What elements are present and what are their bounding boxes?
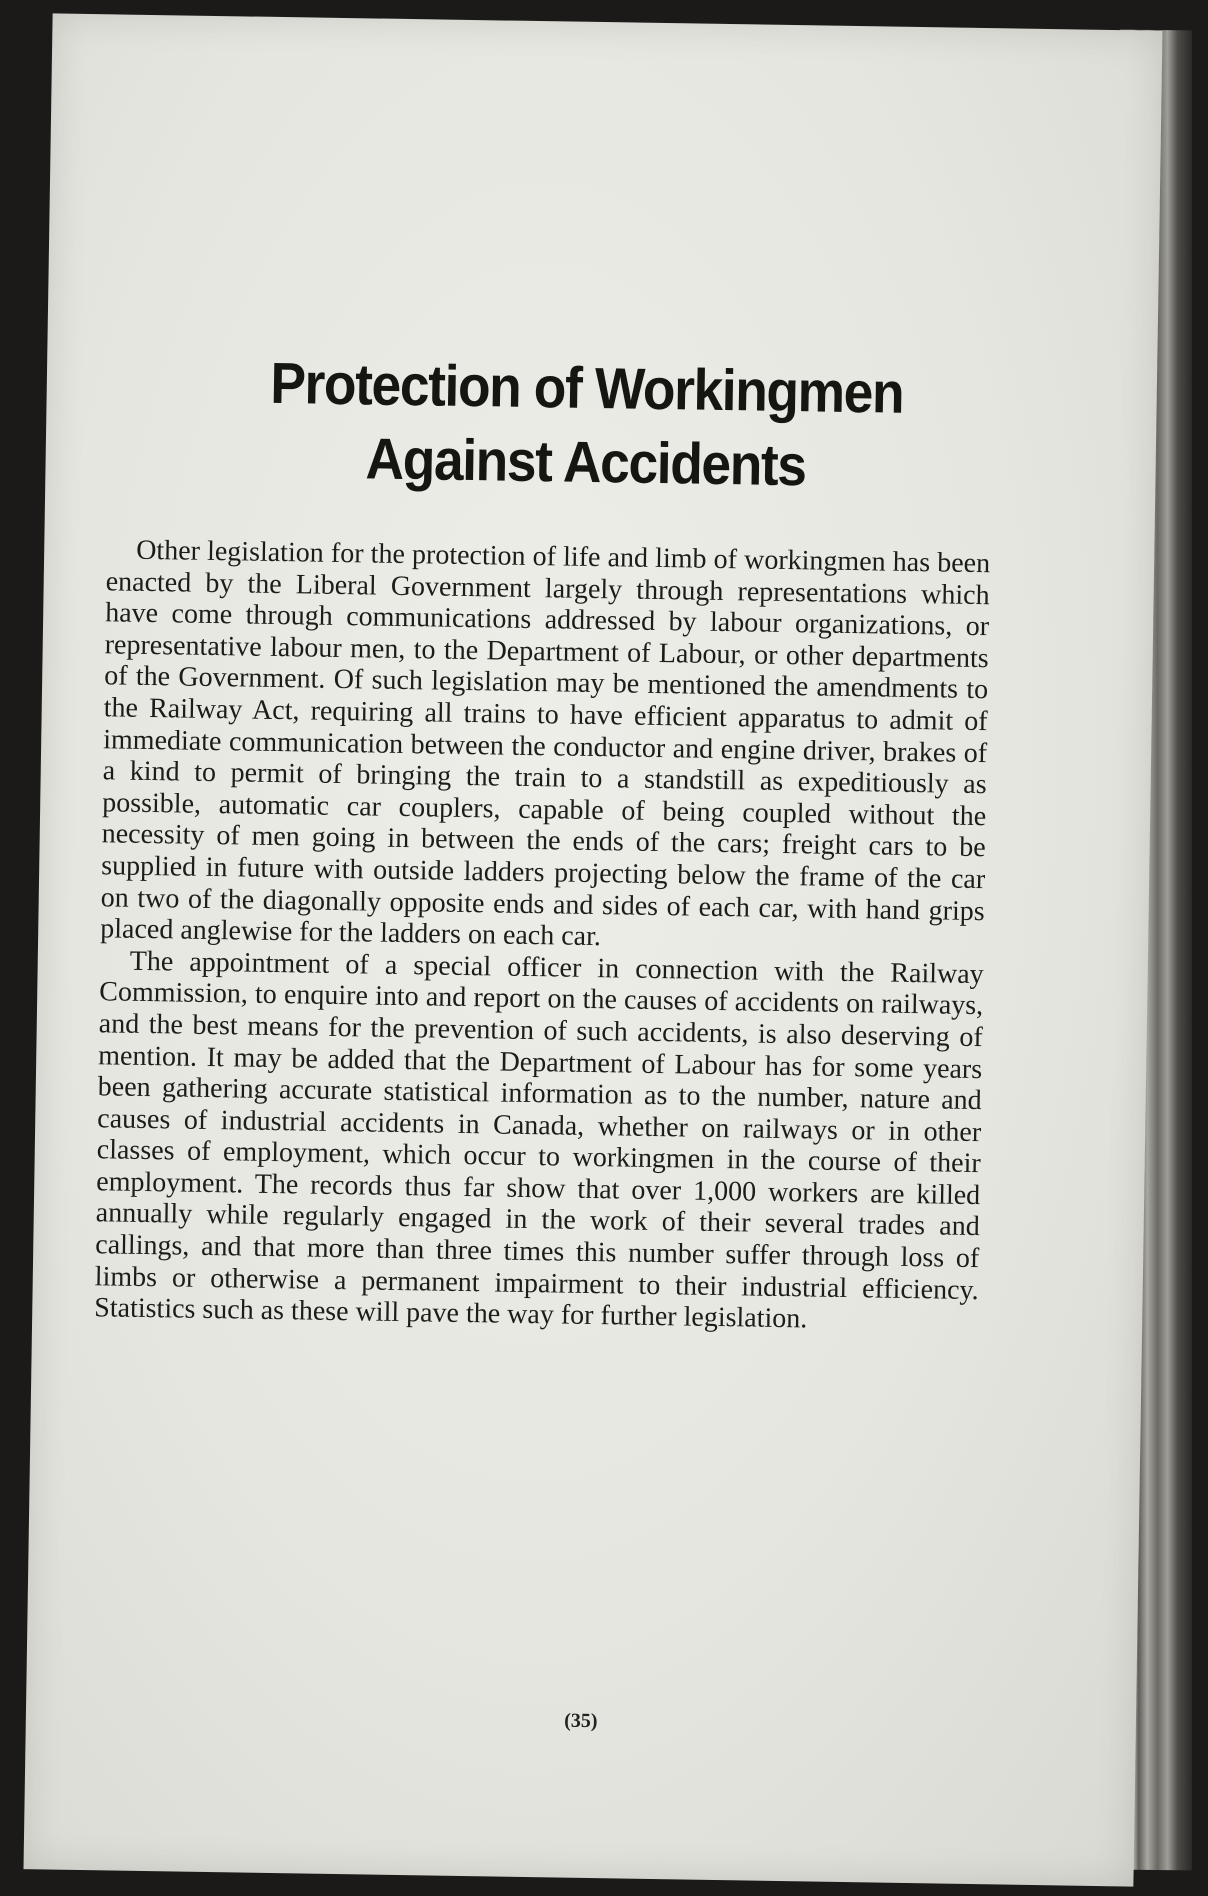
page-title: Protection of Workingmen Against Accidents [269,350,904,499]
body-text [94,534,990,1338]
paragraph: The appointment of a special officer in connection with the Railway Commission, to enquire into and report on the causes of accidents on railways, and the best means for the prevention of such accidents, is also deserving of mention. It may be added that the Department of Labour has for some years been gathering accurate statistical information as to the number, nature and causes of industrial accidents in Canada, whether on railways or in other classes of employment, which occur to workingmen in the course of their employment. The records thus far show that over 1,000 workers are killed annually while regularly engaged in the work of their several trades and callings, and that more than three times this number suffer through loss of limbs or otherwise a permanent impairment to their industrial efficiency. Statistics such as these will pave the way for further legislation. [94,945,984,1335]
book-page [23,13,1162,1886]
page-number: (35) [564,1709,598,1733]
paragraph: Other legislation for the protection of life and limb of workingmen has been enacted by the Liberal Government largely through representations which have come through communications addressed by labour organizations, or representative labour men, to the Department of Labour, or other departments of the Government. Of such legislation may be mentioned the amendments to the Railway Act, requiring all trains to have efficient apparatus to admit of immediate communication between the conductor and engine driver, brakes of a kind to permit of bringing the train to a standstill as expeditiously as possible, automatic car couplers, capable of being coupled without the necessity of men going in between the ends of the cars; freight cars to be supplied in future with outside ladders projecting below the frame of the car on two of the diagonally opposite ends and sides of each car, with hand grips placed anglewise for the ladders on each car. [100,534,991,953]
